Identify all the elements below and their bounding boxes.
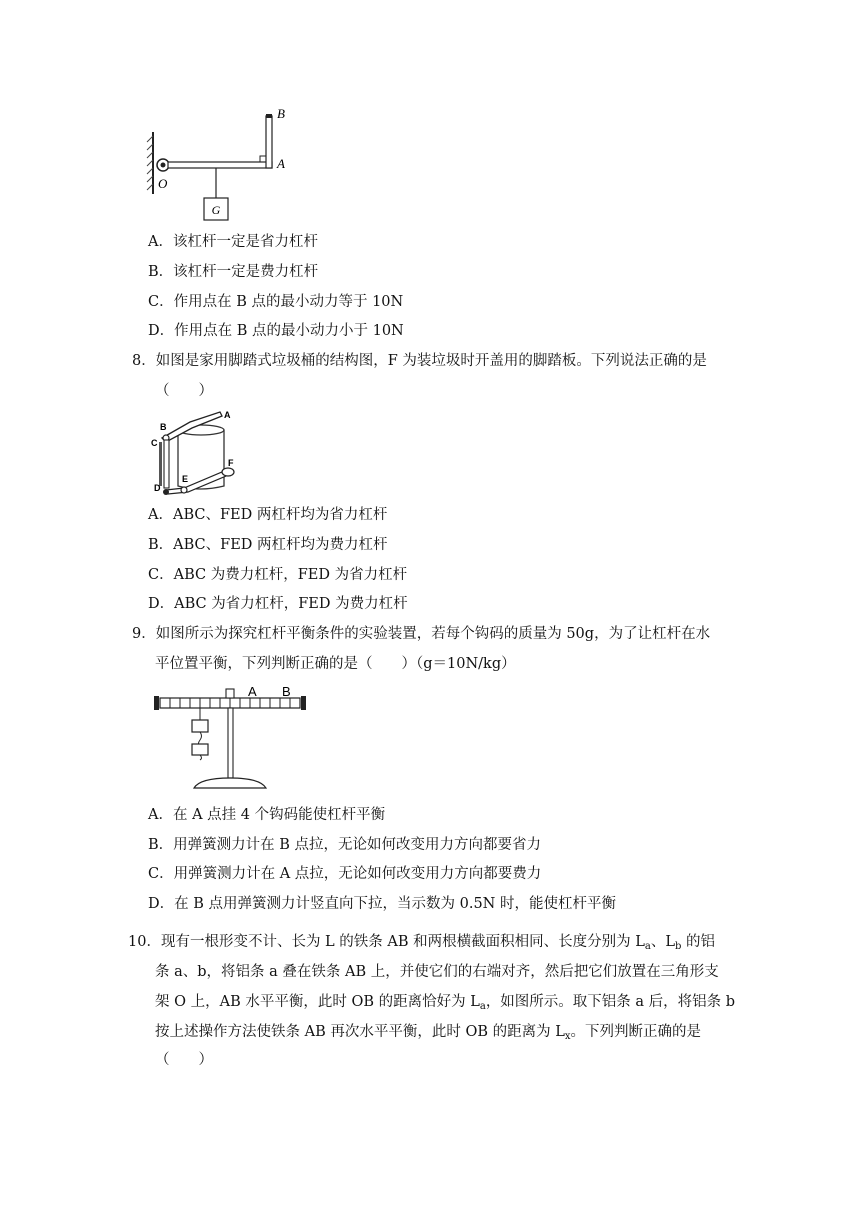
q7-option-b: B．该杠杆一定是费力杠杆 [148,264,319,280]
lever-balance-figure [150,682,320,794]
label-C: C [151,438,158,448]
q8-option-a: A．ABC、FED 两杠杆均为省力杠杆 [148,507,388,523]
q9-option-c: C．用弹簧测力计在 A 点拉，无论如何改变用力方向都要费力 [148,866,542,882]
lever-wall-figure [140,102,300,226]
label-A: A [248,684,257,699]
q8-option-c: C．ABC 为费力杠杆，FED 为省力杠杆 [148,567,408,583]
q8-option-d: D．ABC 为省力杠杆，FED 为费力杠杆 [148,596,408,612]
q9-stem-line2: 平位置平衡，下列判断正确的是（ ）（g＝10N/kg） [155,656,516,672]
label-B: B [282,684,291,699]
label-B: B [277,106,285,121]
q7-option-c: C．作用点在 B 点的最小动力等于 10N [148,294,404,310]
q9-option-a: A．在 A 点挂 4 个钩码能使杠杆平衡 [148,807,386,823]
q10-stem-line2: 条 a、b，将铝条 a 叠在铁条 AB 上，并使它们的右端对齐，然后把它们放置在三角形支 [155,964,719,980]
q8-stem-line1: 8．如图是家用脚踏式垃圾桶的结构图，F 为装垃圾时开盖用的脚踏板。下列说法正确的是 [132,353,707,369]
q10-stem-line1: 10．现有一根形变不计、长为 L 的铁条 AB 和两根横截面积相同、长度分别为 $L_a$、$L_b$ 的铝 [128,934,716,952]
q10-stem-line3: 架 O 上，AB 水平平衡，此时 OB 的距离恰好为 $L_a$，如图所示。取下铝条 a 后，将铝条 b [155,994,736,1012]
q10-stem-line4: 按上述操作方法使铁条 AB 再次水平平衡，此时 OB 的距离为 $L_x$。下列判断正确的是 [155,1024,701,1042]
label-O: O [158,176,168,191]
label-G: G [211,203,221,217]
q8-stem-line2: （ ） [155,383,213,399]
label-A: A [277,156,285,171]
label-E: E [182,474,189,484]
label-B: B [160,422,167,432]
q10-stem-line5: （ ） [155,1052,213,1068]
q9-option-d: D．在 B 点用弹簧测力计竖直向下拉，当示数为 0.5N 时，能使杠杆平衡 [148,896,616,912]
label-D: D [154,483,161,493]
trash-can-figure [148,408,248,498]
label-F: F [228,458,234,468]
q7-option-a: A．该杠杆一定是省力杠杆 [148,234,318,250]
q9-stem-line1: 9．如图所示为探究杠杆平衡条件的实验装置，若每个钩码的质量为 50g，为了让杠杆在水 [132,626,711,642]
q7-option-d: D．作用点在 B 点的最小动力小于 10N [148,323,404,339]
q8-option-b: B．ABC、FED 两杠杆均为费力杠杆 [148,537,388,553]
label-A: A [224,410,231,420]
q9-option-b: B．用弹簧测力计在 B 点拉，无论如何改变用力方向都要省力 [148,837,542,853]
